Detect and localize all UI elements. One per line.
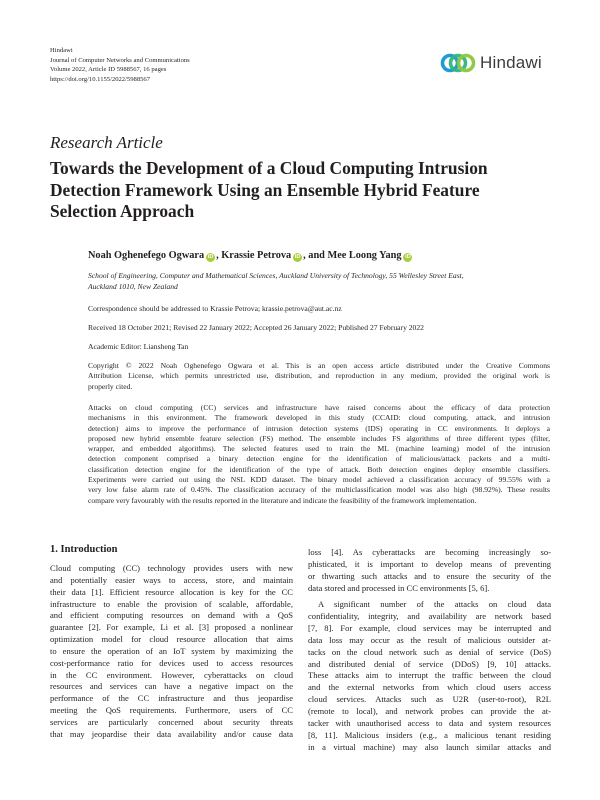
doi-link[interactable]: https://doi.org/10.1155/2022/5988567 — [50, 75, 151, 83]
article-type: Research Article — [50, 133, 163, 152]
abstract-line: Experiments were carried out using the NSL KDD dataset. The binary model achieved a classification accuracy of 99.55% with a — [88, 475, 550, 485]
body-line: These attacks aim to interrupt the traffic between the cloud — [308, 670, 551, 681]
copyright-line: Attribution License, which permits unrestricted use, distribution, and reproduction in any medium, provided the original work is — [88, 371, 550, 381]
body-line: meeting the QoS requirements. Furthermore, users of CC — [50, 705, 293, 716]
abstract-line: mechanisms in this environment. The framework developed in this study (CCAID: cloud computing, attack, and intrusion — [88, 413, 550, 423]
body-line: data loss may occur as the result of malicious outsider at- — [308, 634, 551, 645]
body-line: tacks on the cloud network such as denial of service (DoS) — [308, 646, 551, 657]
affiliation-line: School of Engineering, Computer and Mathematical Sciences, Auckland University of Technology, 55 Wellesley Street East, — [88, 271, 464, 280]
copyright-line: Copyright © 2022 Noah Oghenefego Ogwara et al. This is an open access article distributed under the Creative Commons — [88, 361, 550, 370]
journal-name: Journal of Computer Networks and Communications — [50, 56, 190, 64]
body-line: resources and services can have a negative impact on the — [50, 681, 293, 692]
correspondence: Correspondence should be addressed to Krassie Petrova; krassie.petrova@aut.ac.nz — [88, 304, 342, 313]
author-list — [88, 250, 413, 262]
abstract-line: classification detection engine for the identification of the type of attack. Both detection engines deploy ensemble classifiers. — [88, 464, 550, 474]
body-line: infrastructure to enable the provision of scalable, affordable, — [50, 598, 293, 609]
author-name: Mee Loong Yang — [327, 250, 402, 261]
hindawi-logo-icon — [440, 50, 476, 76]
volume-info: Volume 2022, Article ID 5988567, 16 pages — [50, 66, 167, 74]
body-line: to ensure the operation of an IoT system by maximizing the — [50, 645, 293, 656]
body-line: guarantee [2]. For example, Li et al. [3] proposed a nonlinear — [50, 622, 293, 633]
body-line: Cloud computing (CC) technology provides users with new — [50, 563, 293, 573]
affiliation-line: Auckland 1010, New Zealand — [88, 281, 178, 291]
hindawi-logo-text: Hindawi — [480, 53, 542, 72]
copyright-notice — [88, 361, 550, 392]
author-name: Noah Oghenefego Ogwara — [88, 250, 205, 261]
author-name: Krassie Petrova — [221, 250, 292, 261]
abstract-line: very low false alarm rate of 0.45%. The classification accuracy of the multiclassification model was also high (98.92%). These results — [88, 485, 550, 495]
body-line: that may jeopardise their data availability and/or cause data — [50, 728, 293, 739]
body-line: A significant number of the attacks on cloud data — [318, 599, 551, 610]
body-line: data stored and processed in CC environments [5, 6]. — [308, 582, 490, 593]
body-line: optimization model for cloud resource allocation that aims — [50, 634, 293, 645]
body-line: and efficient computing resources on demand with a QoS — [50, 610, 293, 621]
abstract-line: detection component comprised a binary detection engine for the identification of malicious/attack packets and a multi- — [88, 454, 550, 464]
article-title — [50, 158, 530, 223]
body-line: (remote to local), and network probes can provide the at- — [308, 705, 551, 716]
author-separator: , and — [303, 250, 328, 261]
body-line: in a virtual machine) may also launch similar attacks and — [308, 741, 551, 752]
body-column-right — [308, 547, 551, 753]
body-line: or thwarting such attacks and to ensure the security of the — [308, 570, 551, 581]
body-line: and the external networks from which cloud users access — [308, 682, 551, 693]
body-line: [8, 11]. Malicious insiders (e.g., a malicious tenant residing — [308, 729, 551, 740]
abstract — [88, 403, 550, 506]
hindawi-logo — [440, 50, 552, 78]
orcid-icon[interactable]: iD — [294, 254, 301, 260]
title-line: Detection Framework Using an Ensemble Hybrid Feature — [50, 179, 480, 200]
copyright-line: properly cited. — [88, 381, 133, 391]
title-line: Selection Approach — [50, 201, 195, 222]
academic-editor: Academic Editor: Liansheng Tan — [88, 342, 189, 351]
body-line: their data [1]. Efficient resource allocation is key for the CC — [50, 586, 293, 597]
journal-header — [50, 46, 190, 84]
abstract-line: wrapper, and embedded algorithms). The selected features used to train the ML (machine learning) model of the intrusion — [88, 444, 550, 454]
body-line: loss [4]. As cyberattacks are becoming increasingly so- — [308, 547, 551, 557]
orcid-icon[interactable]: iD — [207, 254, 214, 260]
body-line: cost-performance ratio for devices used to access resources — [50, 657, 293, 668]
body-line: performance of the CC infrastructure and thus jeopardise — [50, 693, 293, 704]
body-line: cloud services. Attacks such as U2R (user-to-root), R2L — [308, 694, 551, 705]
affiliation — [88, 271, 548, 292]
body-line: services are particularly concerned about security threats — [50, 716, 293, 727]
body-line: phisticated, it is important to develop means of preventing — [308, 558, 551, 569]
abstract-line: detection) aims to improve the performance of intrusion detection systems (IDS) operating in CC environments. It deploys a — [88, 423, 550, 433]
abstract-line: compare very favourably with the results reported in the literature and indicate the feasibility of the framework implementation. — [88, 495, 477, 505]
abstract-line: Attacks on cloud computing (CC) services and infrastructure have raised concerns about the efficacy of data protection — [88, 403, 550, 412]
body-line: confidentiality, integrity, and availability are network based — [308, 611, 551, 622]
body-line: tacker with unauthorised access to data and system resources — [308, 717, 551, 728]
body-line: and potentially easier ways to access, store, and maintain — [50, 574, 293, 585]
body-line: [7, 8]. For example, cloud services may be interrupted and — [308, 623, 551, 634]
publication-dates: Received 18 October 2021; Revised 22 January 2022; Accepted 26 January 2022; Published 27 February 2022 — [88, 323, 424, 332]
body-column-left — [50, 563, 293, 741]
body-line: in the CC environment. However, cyberattacks on cloud — [50, 669, 293, 680]
author-separator: , — [216, 250, 222, 261]
abstract-line: proposed new hybrid ensemble feature selection (FS) method. The ensemble includes FS algorithms of three different types (filter, — [88, 433, 550, 443]
publisher-name: Hindawi — [50, 47, 73, 54]
orcid-icon[interactable]: iD — [405, 254, 411, 260]
body-line: and distributed denial of service (DDoS) [9, 10] attacks. — [308, 658, 551, 669]
title-line: Towards the Development of a Cloud Computing Intrusion — [50, 158, 488, 178]
section-heading: 1. Introduction — [50, 544, 118, 555]
